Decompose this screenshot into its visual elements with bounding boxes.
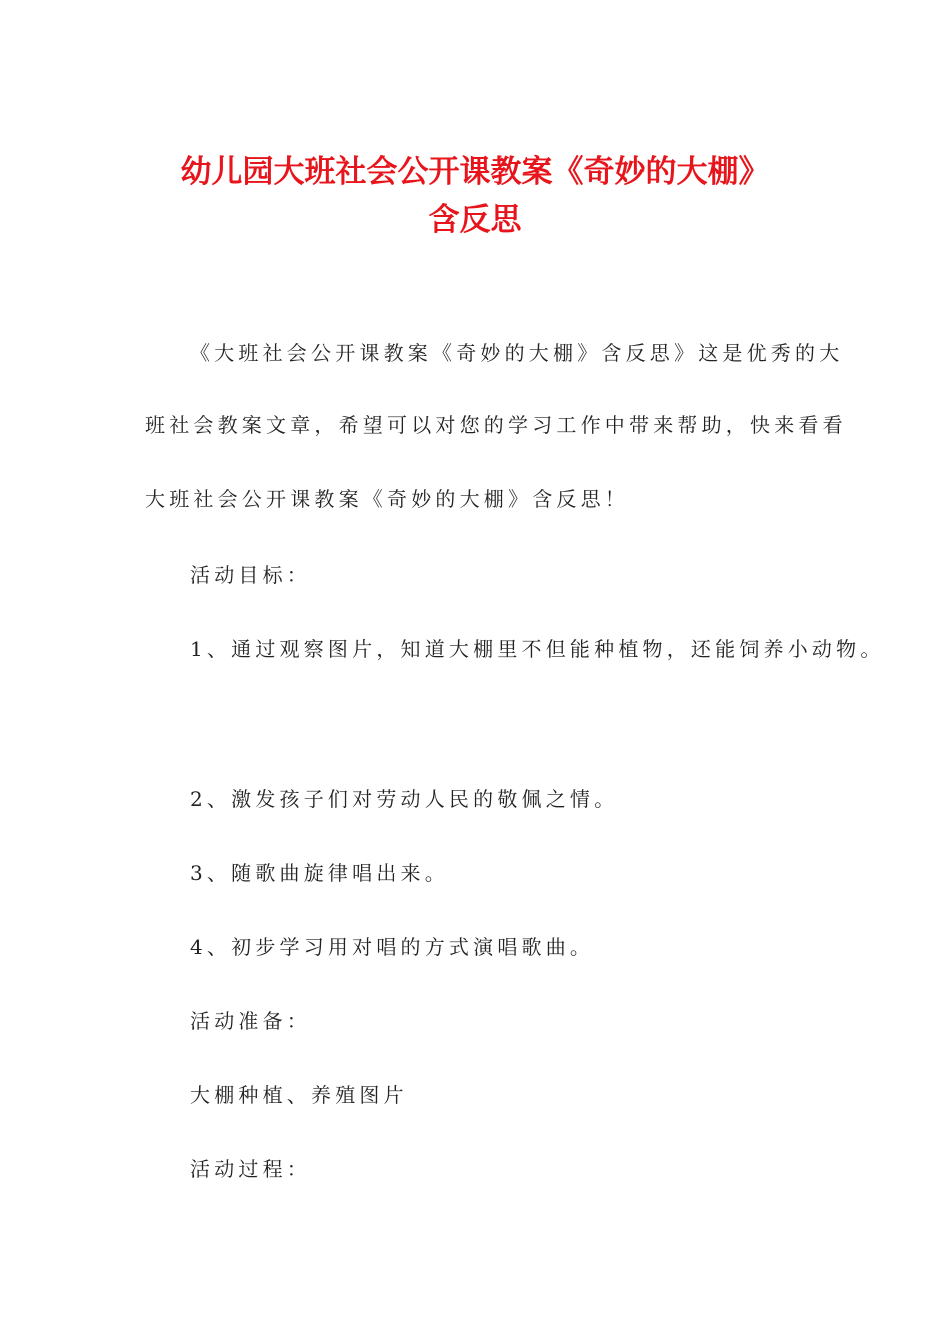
goal-item-1: 1、通过观察图片，知道大棚里不但能种植物，还能饲养小动物。 bbox=[190, 637, 885, 661]
document-title-line-2: 含反思 bbox=[428, 202, 522, 238]
intro-line-1: 《大班社会公开课教案《奇妙的大棚》含反思》这是优秀的大 bbox=[190, 341, 844, 365]
goal-item-2: 2、激发孩子们对劳动人民的敬佩之情。 bbox=[190, 787, 619, 811]
prep-heading: 活动准备： bbox=[190, 1009, 311, 1033]
document-title-line-1: 幼儿园大班社会公开课教案《奇妙的大棚》 bbox=[180, 154, 770, 190]
prep-item: 大棚种植、养殖图片 bbox=[190, 1083, 408, 1107]
goals-heading: 活动目标： bbox=[190, 563, 311, 587]
process-heading: 活动过程： bbox=[190, 1157, 311, 1181]
goal-item-3: 3、随歌曲旋律唱出来。 bbox=[190, 861, 449, 885]
intro-line-3: 大班社会公开课教案《奇妙的大棚》含反思！ bbox=[145, 487, 629, 511]
intro-line-2: 班社会教案文章，希望可以对您的学习工作中带来帮助，快来看看 bbox=[145, 413, 847, 437]
goal-item-4: 4、初步学习用对唱的方式演唱歌曲。 bbox=[190, 935, 595, 959]
